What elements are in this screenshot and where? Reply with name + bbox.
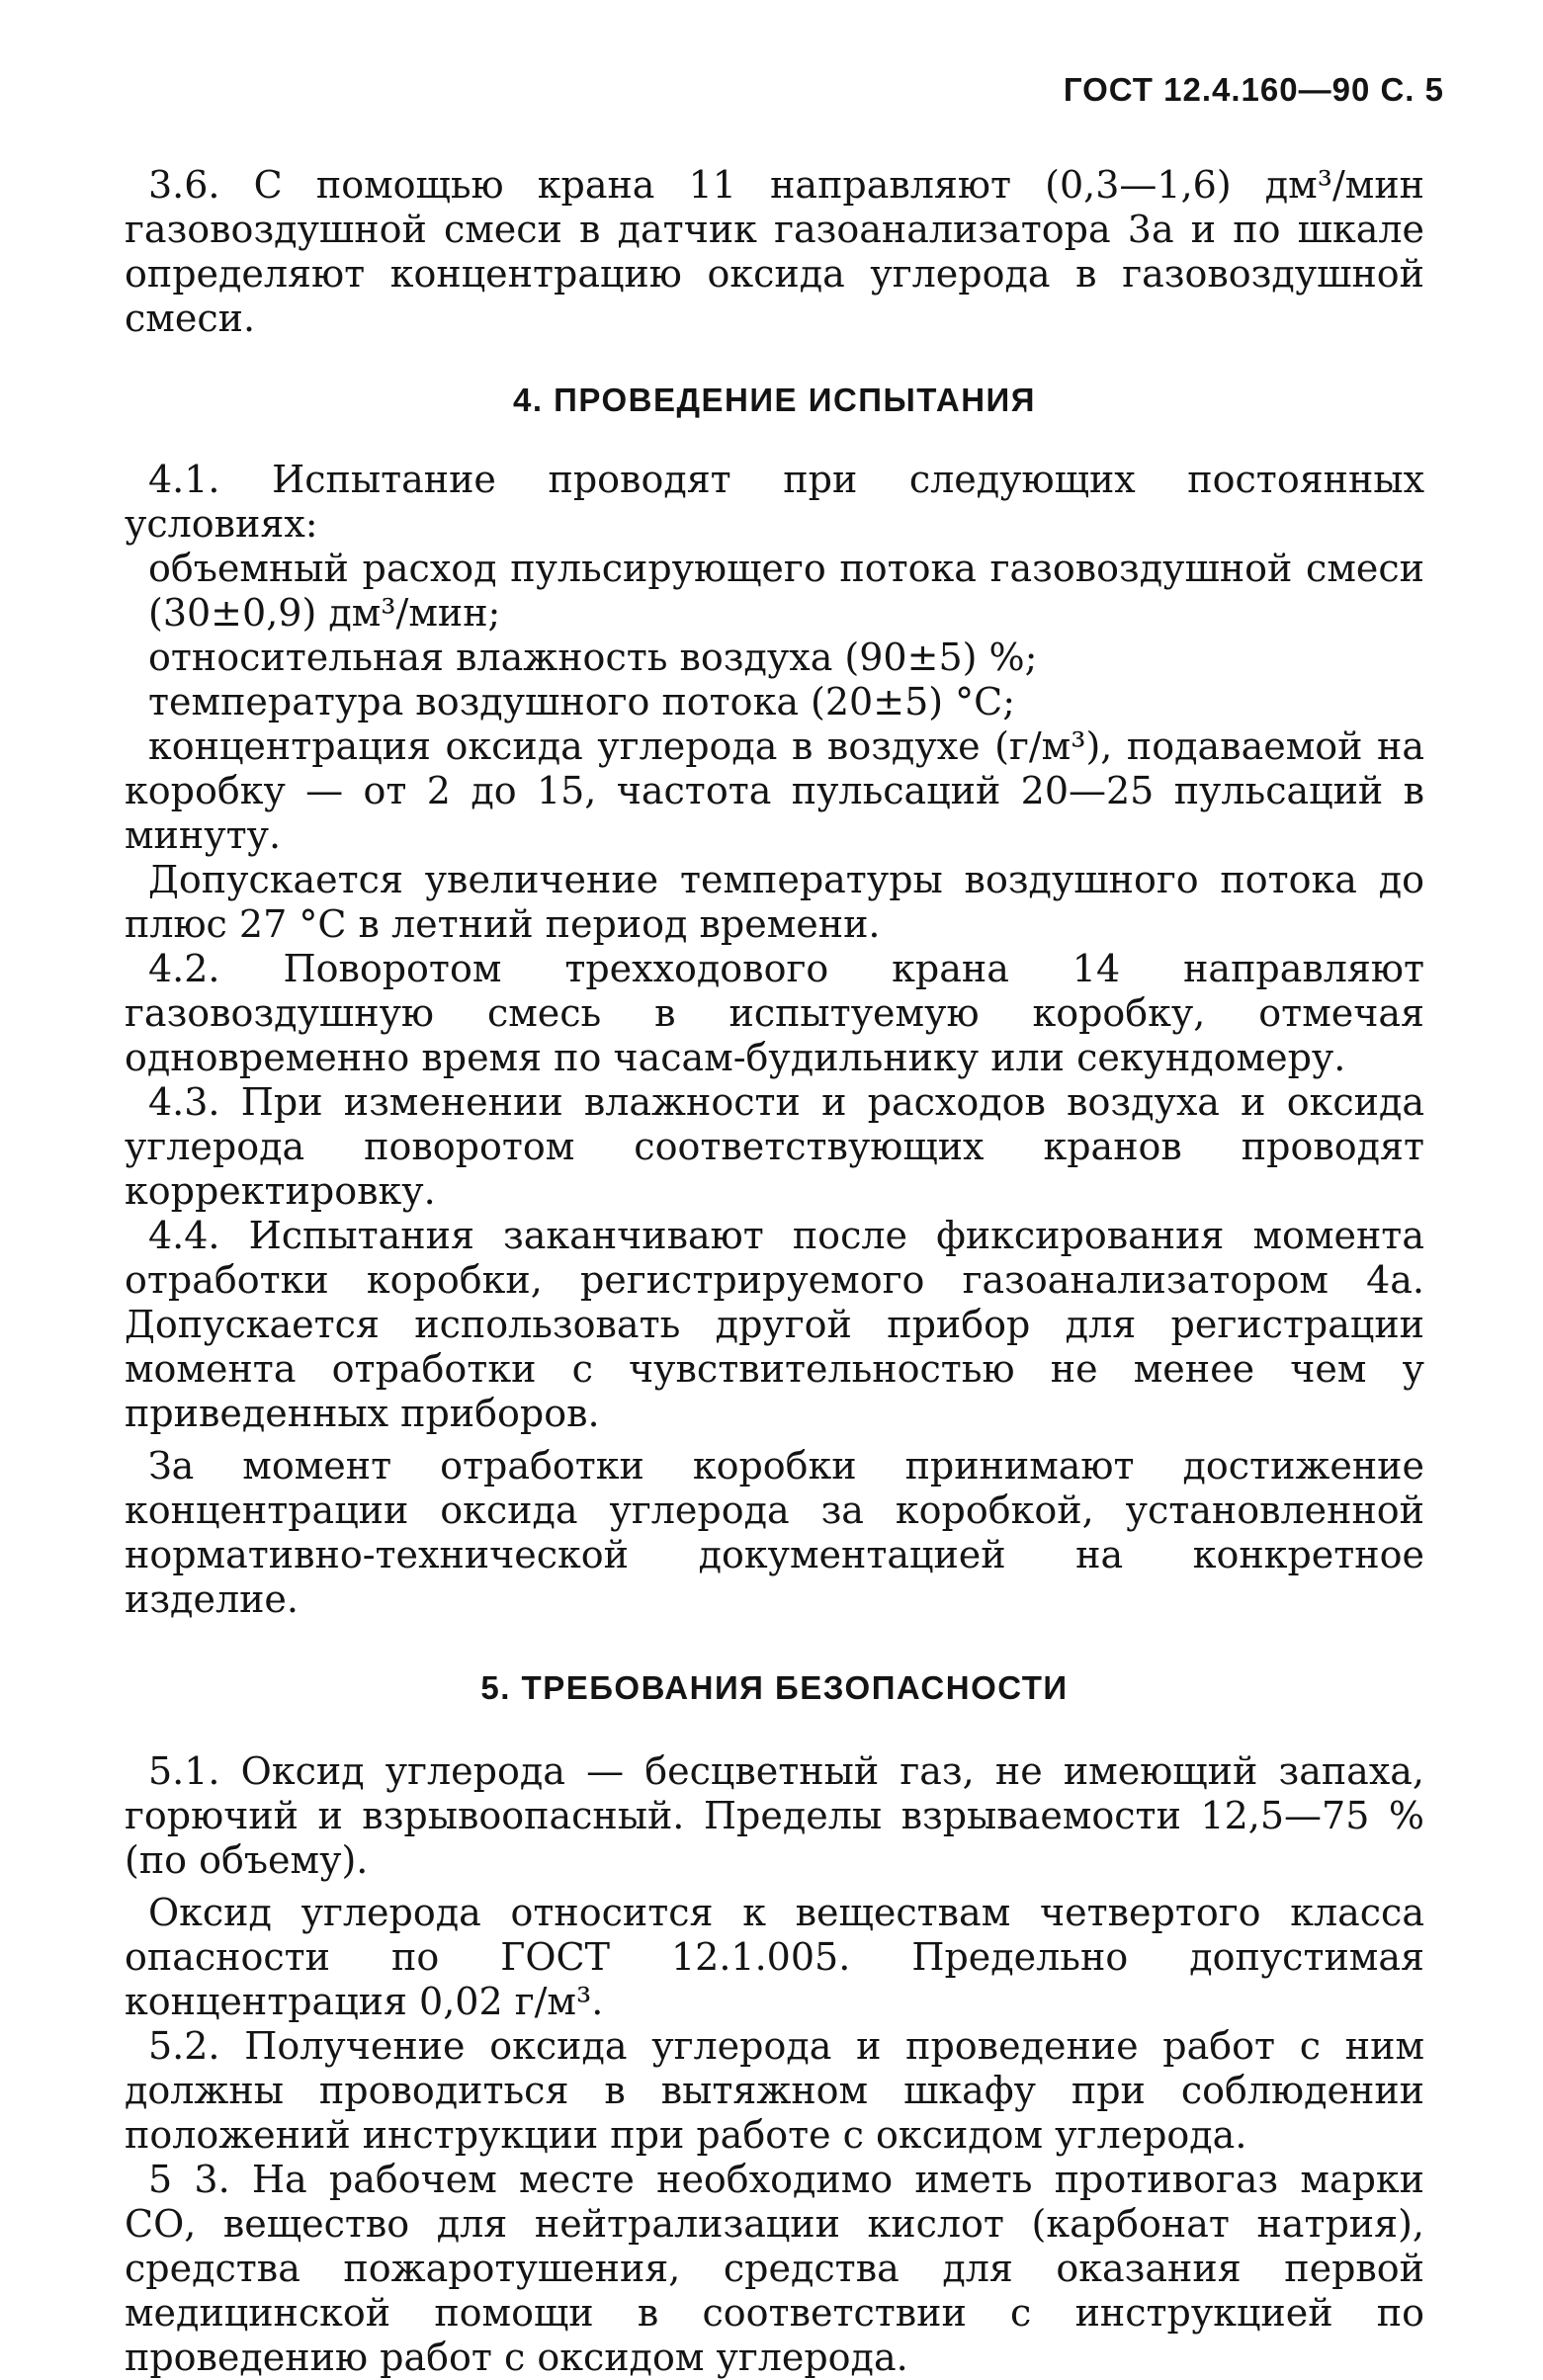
paragraph-4-1: 4.1. Испытание проводят при следующих постоянных условиях: [125, 458, 1424, 546]
paragraph-4-4: 4.4. Испытания заканчивают после фиксирования момента отработки коробки, регистрируемого газоанализатором 4а. Допускается использовать другой прибор для регистрации момента отработки с чувствительностью не менее чем у приведенных приборов. [125, 1214, 1424, 1435]
paragraph-4-4-moment: За момент отработки коробки принимают достижение концентрации оксида углерода за коробкой, установленной нормативно-технической документацией на конкретное изделие. [125, 1444, 1424, 1621]
paragraph-4-1-temperature: температура воздушного потока (20±5) °С; [148, 680, 1016, 723]
paragraph-5-1: 5.1. Оксид углерода — бесцветный газ, не имеющий запаха, горючий и взрывоопасный. Пределы взрываемости 12,5—75 % (по объему). [125, 1749, 1424, 1882]
paragraph-5-2: 5.2. Получение оксида углерода и проведение работ с ним должны проводиться в вытяжном шкафу при соблюдении положений инструкции при работе с оксидом углерода. [125, 2024, 1424, 2157]
paragraph-4-1-allowance: Допускается увеличение температуры воздушного потока до плюс 27 °С в летний период времени. [125, 858, 1424, 946]
paragraph-4-1-concentration: концентрация оксида углерода в воздухе (г/м³), подаваемой на коробку — от 2 до 15, частота пульсаций 20—25 пульсаций в минуту. [125, 724, 1424, 857]
section-5-heading: 5. ТРЕБОВАНИЯ БЕЗОПАСНОСТИ [480, 1669, 1069, 1706]
paragraph-4-2: 4.2. Поворотом трехходового крана 14 направляют газовоздушную смесь в испытуемую коробку, отмечая одновременно время по часам-будильнику или секундомеру. [125, 947, 1424, 1079]
paragraph-4-1-humidity: относительная влажность воздуха (90±5) %; [148, 636, 1038, 679]
page-header: ГОСТ 12.4.160—90 С. 5 [1063, 71, 1444, 108]
paragraph-5-1-class: Оксид углерода относится к веществам четвертого класса опасности по ГОСТ 12.1.005. Предельно допустимая концентрация 0,02 г/м³. [125, 1891, 1424, 2023]
section-4-heading: 4. ПРОВЕДЕНИЕ ИСПЫТАНИЯ [512, 382, 1036, 418]
paragraph-3-6: 3.6. С помощью крана 11 направляют (0,3—1,6) дм³/мин газовоздушной смеси в датчик газоанализатора 3а и по шкале определяют концентрацию оксида углерода в газовоздушной смеси. [125, 163, 1424, 340]
paragraph-4-1-flow: объемный расход пульсирующего потока газовоздушной смеси (30±0,9) дм³/мин; [148, 547, 1424, 635]
document-body [125, 0, 1424, 2380]
paragraph-5-3: 5 3. На рабочем месте необходимо иметь противогаз марки СО, вещество для нейтрализации кислот (карбонат натрия), средства пожаротушения, средства для оказания первой медицинской помощи в соответствии с инструкцией по проведению работ с оксидом углерода. [125, 2158, 1424, 2379]
paragraph-4-3: 4.3. При изменении влажности и расходов воздуха и оксида углерода поворотом соответствующих кранов проводят корректировку. [125, 1080, 1424, 1213]
